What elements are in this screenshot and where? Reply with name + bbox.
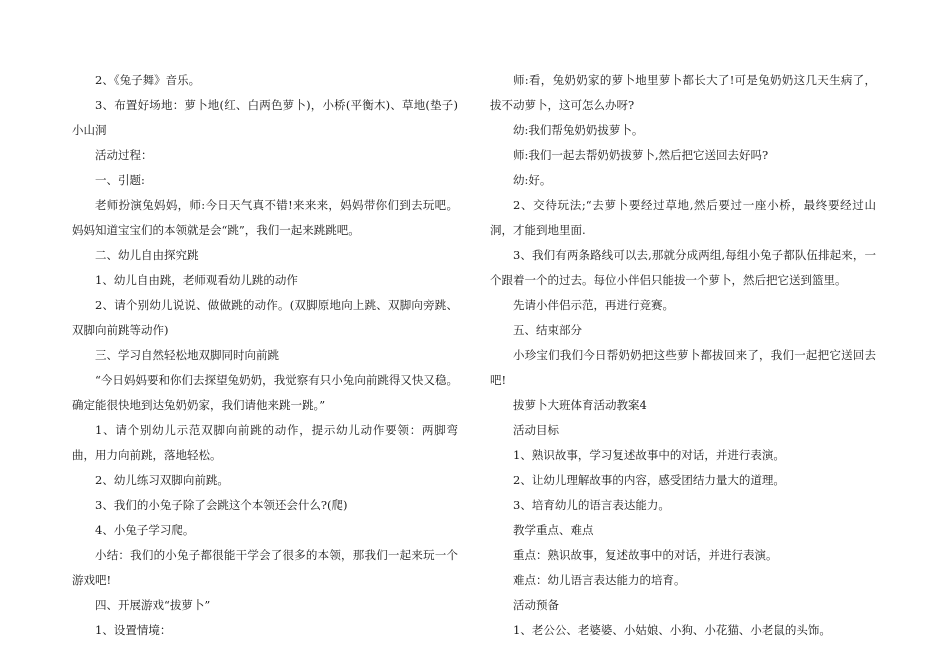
paragraph: 师:看，兔奶奶家的萝卜地里萝卜都长大了!可是兔奶奶这几天生病了，拔不动萝卜，这可怎么办呀? (490, 73, 876, 112)
paragraph: 重点：熟识故事，复述故事中的对话，并进行表演。 (513, 548, 778, 562)
paragraph: 小珍宝们我们今日帮奶奶把这些萝卜都拔回来了，我们一起把它送回去吧! (490, 348, 876, 387)
paragraph: 3、我们的小兔子除了会跳这个本领还会什么?(爬) (95, 498, 348, 512)
paragraph: 2、幼儿练习双脚向前跳。 (95, 473, 229, 487)
section-heading: 活动目标 (513, 423, 559, 437)
paragraph: 小结：我们的小兔子都很能干学会了很多的本领，那我们一起来玩一个游戏吧! (72, 548, 458, 587)
paragraph: 2、让幼儿理解故事的内容，感受团结力量大的道理。 (513, 473, 785, 487)
paragraph: 1、设置情境： (95, 623, 172, 637)
paragraph: “今日妈妈要和你们去探望兔奶奶，我觉察有只小兔向前跳得又快又稳。确定能很快地到达兔奶奶家，我们请他来跳一跳。” (72, 373, 458, 412)
paragraph: 2、交待玩法;“去萝卜要经过草地,然后要过一座小桥，最终要经过山洞，才能到地里面. (490, 198, 876, 237)
paragraph: 老师扮演兔妈妈，师:今日天气真不错!来来来，妈妈带你们到去玩吧。妈妈知道宝宝们的本领就是会“跳”，我们一起来跳跳吧。 (72, 198, 458, 237)
paragraph: 4、小兔子学习爬。 (95, 523, 195, 537)
section-heading: 教学重点、难点 (513, 523, 594, 537)
paragraph: 2、请个别幼儿说说、做做跳的动作。(双脚原地向上跳、双脚向旁跳、双脚向前跳等动作) (72, 298, 458, 337)
paragraph: 难点：幼儿语言表达能力的培育。 (513, 573, 686, 587)
paragraph: 3、布置好场地：萝卜地(红、白两色萝卜)，小桥(平衡木)、草地(垫子)小山洞 (72, 98, 458, 137)
paragraph: 师:我们一起去帮奶奶拔萝卜,然后把它送回去好吗? (513, 148, 769, 162)
paragraph: 3、我们有两条路线可以去,那就分成两组,每组小兔子都队伍排起来，一个跟着一个的过去。每位小伴侣只能拔一个萝卜，然后把它送到篮里。 (490, 248, 876, 287)
paragraph: 先请小伴侣示范，再进行竞赛。 (513, 298, 674, 312)
paragraph: 活动过程： (95, 148, 153, 162)
section-heading: 五、结束部分 (513, 323, 582, 337)
paragraph: 一、引题: (95, 173, 145, 187)
paragraph: 1、老公公、老婆婆、小姑娘、小狗、小花猫、小老鼠的头饰。 (513, 623, 831, 637)
paragraph: 1、熟识故事，学习复述故事中的对话，并进行表演。 (513, 448, 785, 462)
paragraph: 二、幼儿自由探究跳 (95, 248, 199, 262)
paragraph: 幼:我们帮兔奶奶拔萝卜。 (513, 123, 644, 137)
document-title: 拔萝卜大班体育活动教案4 (513, 398, 647, 412)
section-heading: 活动预备 (513, 598, 559, 612)
left-column (72, 68, 458, 643)
paragraph: 三、学习自然轻松地双脚同时向前跳 (95, 348, 279, 362)
paragraph: 四、开展游戏“拔萝卜” (95, 598, 211, 612)
paragraph: 3、培育幼儿的语言表达能力。 (513, 498, 670, 512)
right-column (490, 68, 876, 643)
paragraph: 幼:好。 (513, 173, 552, 187)
paragraph: 1、幼儿自由跳，老师观看幼儿跳的动作 (95, 273, 298, 287)
paragraph: 2、《兔子舞》音乐。 (95, 73, 201, 87)
paragraph: 1、请个别幼儿示范双脚向前跳的动作，提示幼儿动作要领：两脚弯曲，用力向前跳，落地轻松。 (72, 423, 458, 462)
